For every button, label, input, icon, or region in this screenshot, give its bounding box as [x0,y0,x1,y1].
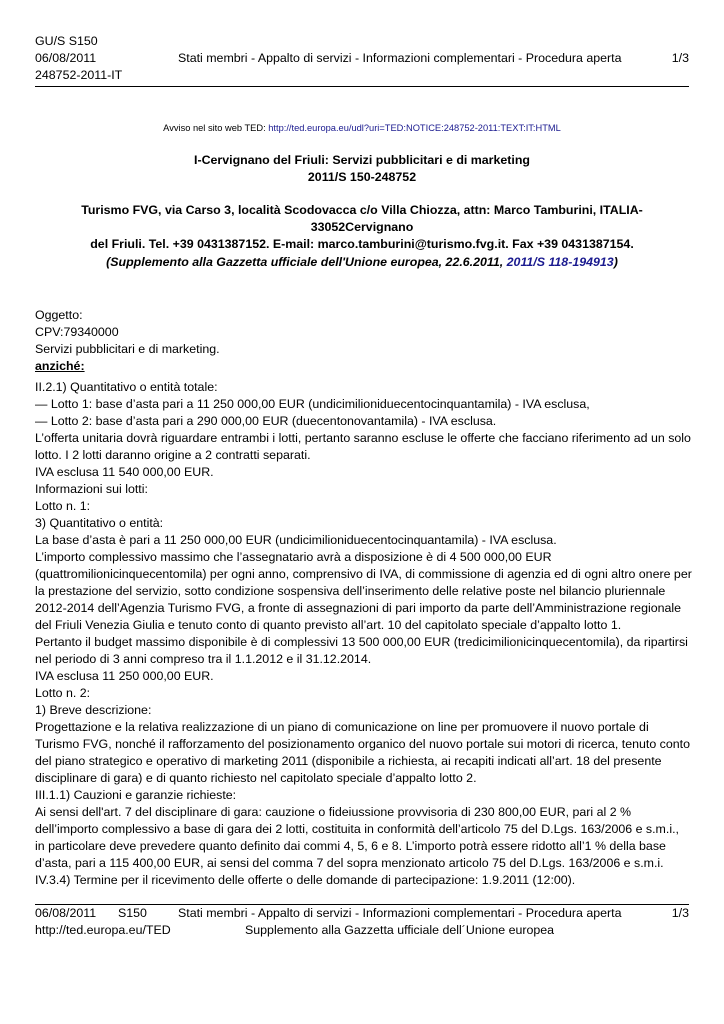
header-reference [35,33,122,84]
body-line: L’offerta unitaria dovrà riguardare entrambi i lotti, pertanto saranno escluse le offerte che facciano riferimento ad un solo lotto. I 2 lotti daranno origine a 2 contratti separati. [35,431,691,462]
body-line: Pertanto il budget massimo disponibile è di complessivi 13 500 000,00 EUR (tredicimilionicinquecentomila), da ripartirsi nel periodo di 3 anni compreso tra il 1.1.2012 e il 31.12.2014. [35,635,688,666]
notice-body [35,307,692,889]
contracting-authority [35,202,689,253]
body-line: 1) Breve descrizione: [35,703,152,717]
header-divider [35,86,689,87]
body-line: — Lotto 1: base d’asta pari a 11 250 000,00 EUR (undicimilioniduecentocinquantamila) - IVA esclusa, [35,397,590,411]
body-line: La base d’asta è pari a 11 250 000,00 EUR (undicimilioniduecentocinquantamila) - IVA esclusa. [35,533,557,547]
body-line: Lotto n. 2: [35,686,91,700]
instead-heading: anziché: [35,359,85,373]
supplement-link[interactable]: 2011/S 118-194913 [506,255,614,269]
body-line: Lotto n. 1: [35,499,91,513]
body-line: Informazioni sui lotti: [35,482,148,496]
body-line: — Lotto 2: base d’asta pari a 290 000,00 EUR (duecentonovantamila) - IVA esclusa. [35,414,497,428]
footer-page-number: 1/3 [671,906,689,920]
header-title: Stati membri - Appalto di servizi - Informazioni complementari - Procedura aperta [178,51,622,65]
body-line: III.1.1) Cauzioni e garanzie richieste: [35,788,237,802]
footer-series: S150 [118,906,147,920]
footer-date: 06/08/2011 [35,906,97,920]
ted-notice [0,122,724,134]
footer-title: Stati membri - Appalto di servizi - Informazioni complementari - Procedura aperta [178,906,622,920]
header-series: GU/S S150 [35,34,98,48]
footer-journal: Supplemento alla Gazzetta ufficiale dell´Unione europea [245,923,555,937]
body-line: IVA esclusa 11 540 000,00 EUR. [35,465,214,479]
body-intro-line: Servizi pubblicitari e di marketing. [35,342,220,356]
contracting-authority-line2: del Friuli. Tel. +39 0431387152. E-mail: marco.tamburini@turismo.fvg.it. Fax +39 0431387154. [90,237,634,251]
body-line: Ai sensi dell'art. 7 del disciplinare di gara: cauzione o fideiussione provvisoria di 230 800,00 EUR, pari al 2 % dell’importo complessivo a base di gara dei 2 lotti, costituita in conformità dell’articolo 75 del D.Lgs. 163/2006 e s.m.i., in particolare deve prevedere quanto definito dai commi 4, 5, 6 e 8. L’importo potrà essere ridotto all’1 % della base d’asta, pari a 115 400,00 EUR, ai sensi del comma 7 del sopra menzionato articolo 75 del D.Lgs. 163/2006 e s.m.i. [35,805,679,870]
body-intro-line: CPV:79340000 [35,325,119,339]
supplement-reference [35,254,689,271]
body-line: L’importo complessivo massimo che l’assegnatario avrà a disposizione è di 4 500 000,00 EUR (quattromilionicinquecentomila) per ogni anno, comprensivo di IVA, di commissione di agenzia ed di ogni altro onere per la prestazione del servizio, sotto condizione sospensiva dell’inserimento delle relative poste nel bilancio pluriennale 2012-2014 dell’Agenzia Turismo FVG, a fronte di assegnazioni di pari importo da parte dell’Amministrazione regionale del Friuli Venezia Giulia e tenuto conto di quanto previsto all’art. 10 del capitolato speciale d’appalto lotto 1. [35,550,692,632]
header-date: 06/08/2011 [35,51,97,65]
body-line: Progettazione e la relativa realizzazione di un piano di comunicazione on line per promuovere il nuovo portale di Turismo FVG, nonché il rafforzamento del posizionamento organico del nuovo portale sui motori di ricerca, tenuto conto del piano strategico e operativo di marketing 2011 (disponibile a richiesta, ai recapiti indicati all’art. 18 del presente disciplinare di gara) e di quanto richiesto nel capitolato speciale d’appalto lotto 2. [35,720,690,785]
body-line: 3) Quantitativo o entità: [35,516,164,530]
ted-notice-label: Avviso nel sito web TED: [163,123,269,133]
notice-title [35,152,689,186]
contracting-authority-line1: Turismo FVG, via Carso 3, località Scodovacca c/o Villa Chiozza, attn: Marco Tamburini, ITALIA-33052Cervignano [81,203,643,234]
header-notice-id: 248752-2011-IT [35,68,123,82]
body-line: IV.3.4) Termine per il ricevimento delle offerte o delle domande di partecipazione: 1.9.2011 (12:00). [35,873,576,887]
notice-title-line2: 2011/S 150-248752 [307,170,417,184]
footer-url[interactable]: http://ted.europa.eu/TED [35,923,171,937]
supplement-prefix: (Supplemento alla Gazzetta ufficiale dell'Unione europea, 22.6.2011, [106,255,507,269]
body-line: IVA esclusa 11 250 000,00 EUR. [35,669,214,683]
body-intro-line: Oggetto: [35,308,83,322]
header-page-number: 1/3 [671,51,689,65]
body-line: II.2.1) Quantitativo o entità totale: [35,380,218,394]
supplement-suffix: ) [613,255,618,269]
notice-title-line1: I-Cervignano del Friuli: Servizi pubblicitari e di marketing [194,153,530,167]
ted-notice-link[interactable]: http://ted.europa.eu/udl?uri=TED:NOTICE:248752-2011:TEXT:IT:HTML [268,123,561,133]
